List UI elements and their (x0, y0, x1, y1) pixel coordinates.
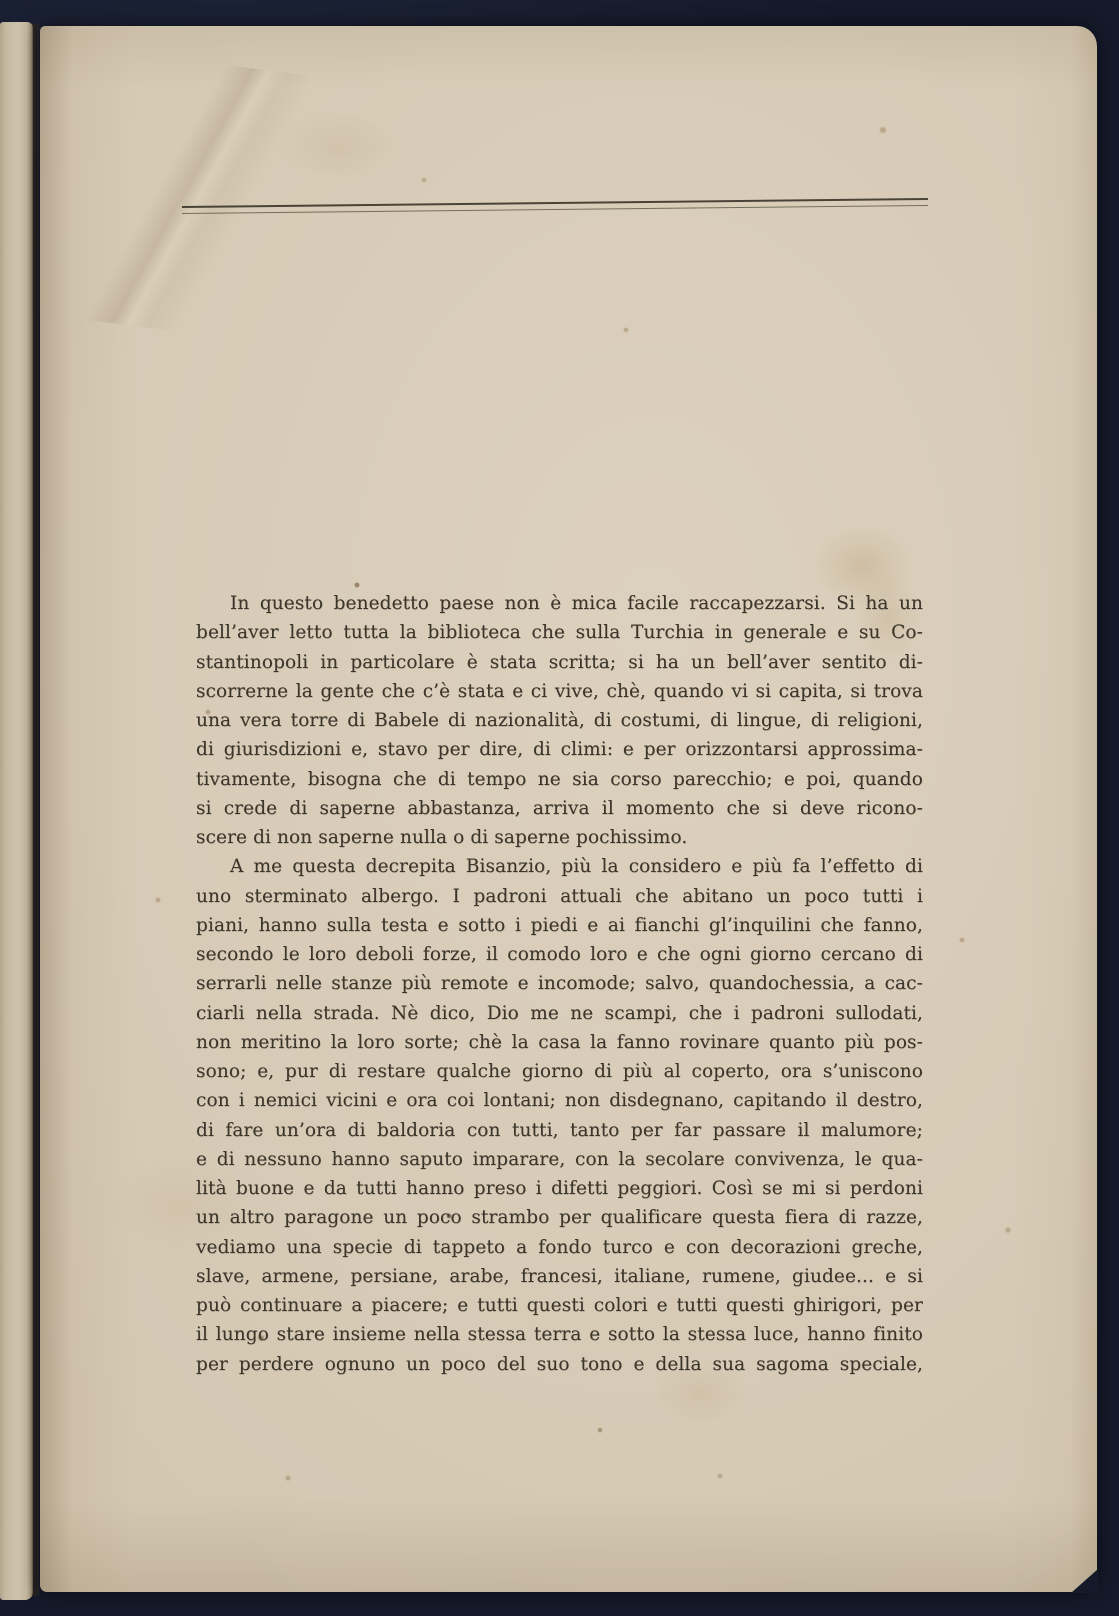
previous-page-edge (0, 22, 33, 1600)
text-line: di giurisdizioni e, stavo per dire, di climi: e per orizzontarsi approssima- (196, 739, 923, 761)
text-line: slave, armene, persiane, arabe, francesi, italiane, rumene, giudee... e si (196, 1265, 923, 1287)
text-line: A me questa decrepita Bisanzio, più la considero e più fa l’effetto di (230, 856, 923, 878)
text-line: di fare un’ora di baldoria con tutti, tanto per far passare il malumore; (196, 1119, 923, 1141)
text-line: vediamo una specie di tappeto a fondo turco e con decorazioni greche, (196, 1236, 923, 1258)
text-line: serrarli nelle stanze più remote e incomode; salvo, quandochessia, a cac- (196, 973, 923, 995)
text-line: stantinopoli in particolare è stata scritta; si ha un bell’aver sentito di- (196, 651, 923, 673)
paragraph (196, 852, 923, 1379)
text-line: un altro paragone un poco strambo per qualificare questa fiera di razze, (196, 1207, 923, 1229)
text-line: e di nessuno hanno saputo imparare, con la secolare convivenza, le qua- (196, 1148, 923, 1170)
text-line: piani, hanno sulla testa e sotto i piedi e ai fianchi gl’inquilini che fanno, (196, 914, 923, 936)
text-line: con i nemici vicini e ora coi lontani; non disdegnano, capitando il destro, (196, 1090, 923, 1112)
text-line: il lungo stare insieme nella stessa terra e sotto la stessa luce, hanno finito (196, 1324, 923, 1346)
text-line: una vera torre di Babele di nazionalità, di costumi, di lingue, di religioni, (196, 710, 923, 731)
text-line: uno sterminato albergo. I padroni attuali che abitano un poco tutti i (196, 885, 923, 907)
text-block (196, 589, 923, 1379)
text-line: secondo le loro deboli forze, il comodo loro e che ogni giorno cercano di (196, 944, 923, 965)
text-line: non meritino la loro sorte; chè la casa la fanno rovinare quanto più pos- (196, 1031, 923, 1053)
text-line: sono; e, pur di restare qualche giorno di più al coperto, ora s’uniscono (196, 1061, 923, 1082)
text-line: lità buone e da tutti hanno preso i difetti peggiori. Così se mi si perdoni (196, 1178, 923, 1199)
text-line: scere di non saperne nulla o di saperne pochissimo. (196, 827, 688, 848)
decorative-double-rule (182, 198, 928, 214)
text-line: per perdere ognuno un poco del suo tono e della sua sagoma speciale, (196, 1353, 923, 1375)
book-page (40, 26, 1097, 1592)
text-line: bell’aver letto tutta la biblioteca che sulla Turchia in generale e su Co- (196, 622, 923, 644)
text-line: In questo benedetto paese non è mica facile raccapezzarsi. Si ha un (230, 593, 923, 614)
paragraph (196, 589, 923, 852)
text-line: si crede di saperne abbastanza, arriva il momento che si deve ricono- (196, 797, 923, 819)
text-line: tivamente, bisogna che di tempo ne sia corso parecchio; e poi, quando (196, 768, 923, 790)
text-line: scorrerne la gente che c’è stata e ci vive, chè, quando vi si capita, si trova (196, 680, 923, 702)
book-gutter-crease (31, 24, 40, 1596)
text-line: può continuare a piacere; e tutti questi colori e tutti questi ghirigori, per (196, 1295, 923, 1316)
text-line: ciarli nella strada. Nè dico, Dio me ne scampi, che i padroni sullodati, (196, 1002, 923, 1024)
